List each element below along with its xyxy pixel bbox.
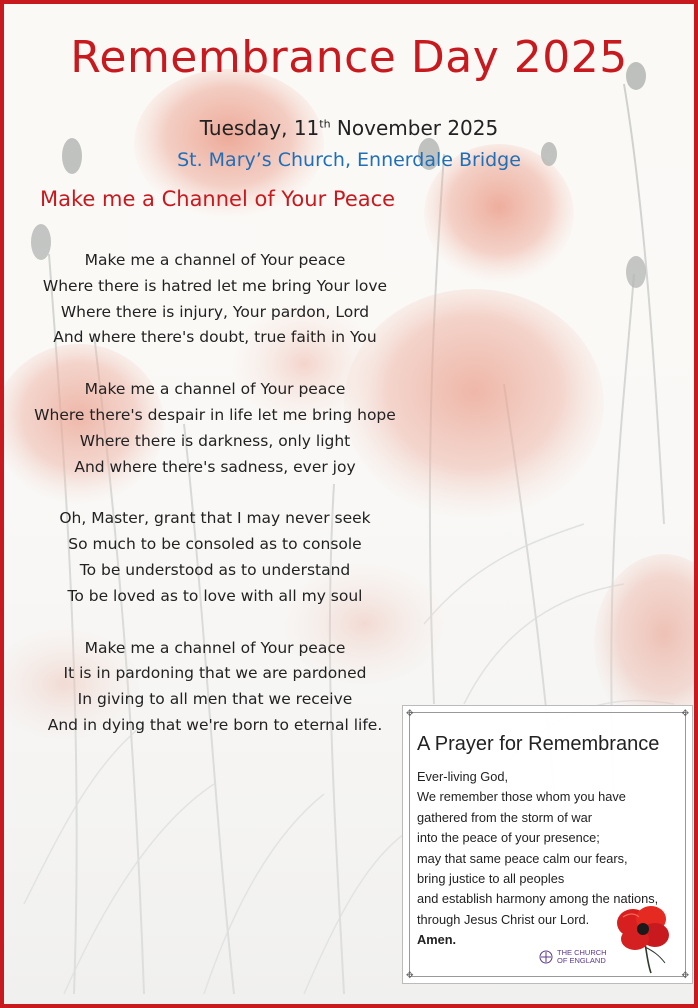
verse-line: Where there is darkness, only light [79,431,351,450]
verse-line: Oh, Master, grant that I may never seek [59,509,371,528]
verse-line: To be loved as to love with all my soul [67,586,363,605]
date-ordinal: th [319,117,331,131]
prayer-card [402,705,693,984]
date-month-year: November 2025 [330,116,499,140]
poster-content [4,4,694,1004]
verse-line: Make me a channel of Your peace [84,638,346,657]
prayer-line: bring justice to all peoples [417,870,565,886]
verse-4 [30,636,400,739]
page-title: Remembrance Day 2025 [70,32,628,83]
hymn-verses [30,248,400,765]
verse-line: Where there is hatred let me bring Your love [42,276,388,295]
prayer-amen: Amen. [417,932,457,948]
church-of-england-logo [539,949,607,965]
prayer-line: Ever-living God, [417,769,509,784]
hymn-title: Make me a Channel of Your Peace [40,187,396,211]
verse-line: Where there is injury, Your pardon, Lord [60,302,370,321]
prayer-line: gathered from the storm of war [417,809,592,825]
verse-line: Make me a channel of Your peace [84,380,346,399]
poppy-icon [611,903,675,975]
verse-2 [30,377,400,480]
corner-ornament-icon: ✥ [681,708,689,718]
prayer-line: through Jesus Christ our Lord. [417,911,590,927]
corner-ornament-icon: ✥ [406,970,414,980]
prayer-line: into the peace of your presence; [417,830,600,846]
verse-line: And in dying that we're born to eternal life. [47,715,383,734]
logo-text-line: THE CHURCH [557,948,607,957]
verse-line: Make me a channel of Your peace [84,251,346,269]
logo-text [557,949,607,965]
verse-line: So much to be consoled as to console [68,535,362,554]
verse-line: To be understood as to understand [79,560,351,579]
prayer-line: and establish harmony among the nations, [417,891,659,907]
verse-3 [30,506,400,609]
verse-line: It is in pardoning that we are pardoned [63,664,367,683]
prayer-line: We remember those whom you have [417,789,626,805]
prayer-title: A Prayer for Remembrance [417,733,660,755]
verse-1 [30,248,400,351]
verse-line: And where there's sadness, ever joy [74,457,356,476]
church-of-england-cross-icon [539,950,553,964]
logo-text-line: OF ENGLAND [557,956,606,965]
verse-line: In giving to all men that we receive [77,690,353,709]
verse-line: Where there's despair in life let me bring hope [34,405,396,424]
corner-ornament-icon: ✥ [406,708,414,718]
date-day: Tuesday, 11 [199,116,320,140]
church-name: St. Mary’s Church, Ennerdale Bridge [177,149,521,171]
service-date [4,116,694,140]
verse-line: And where there's doubt, true faith in You [53,328,377,347]
prayer-line: may that same peace calm our fears, [417,850,628,866]
corner-ornament-icon: ✥ [681,970,689,980]
